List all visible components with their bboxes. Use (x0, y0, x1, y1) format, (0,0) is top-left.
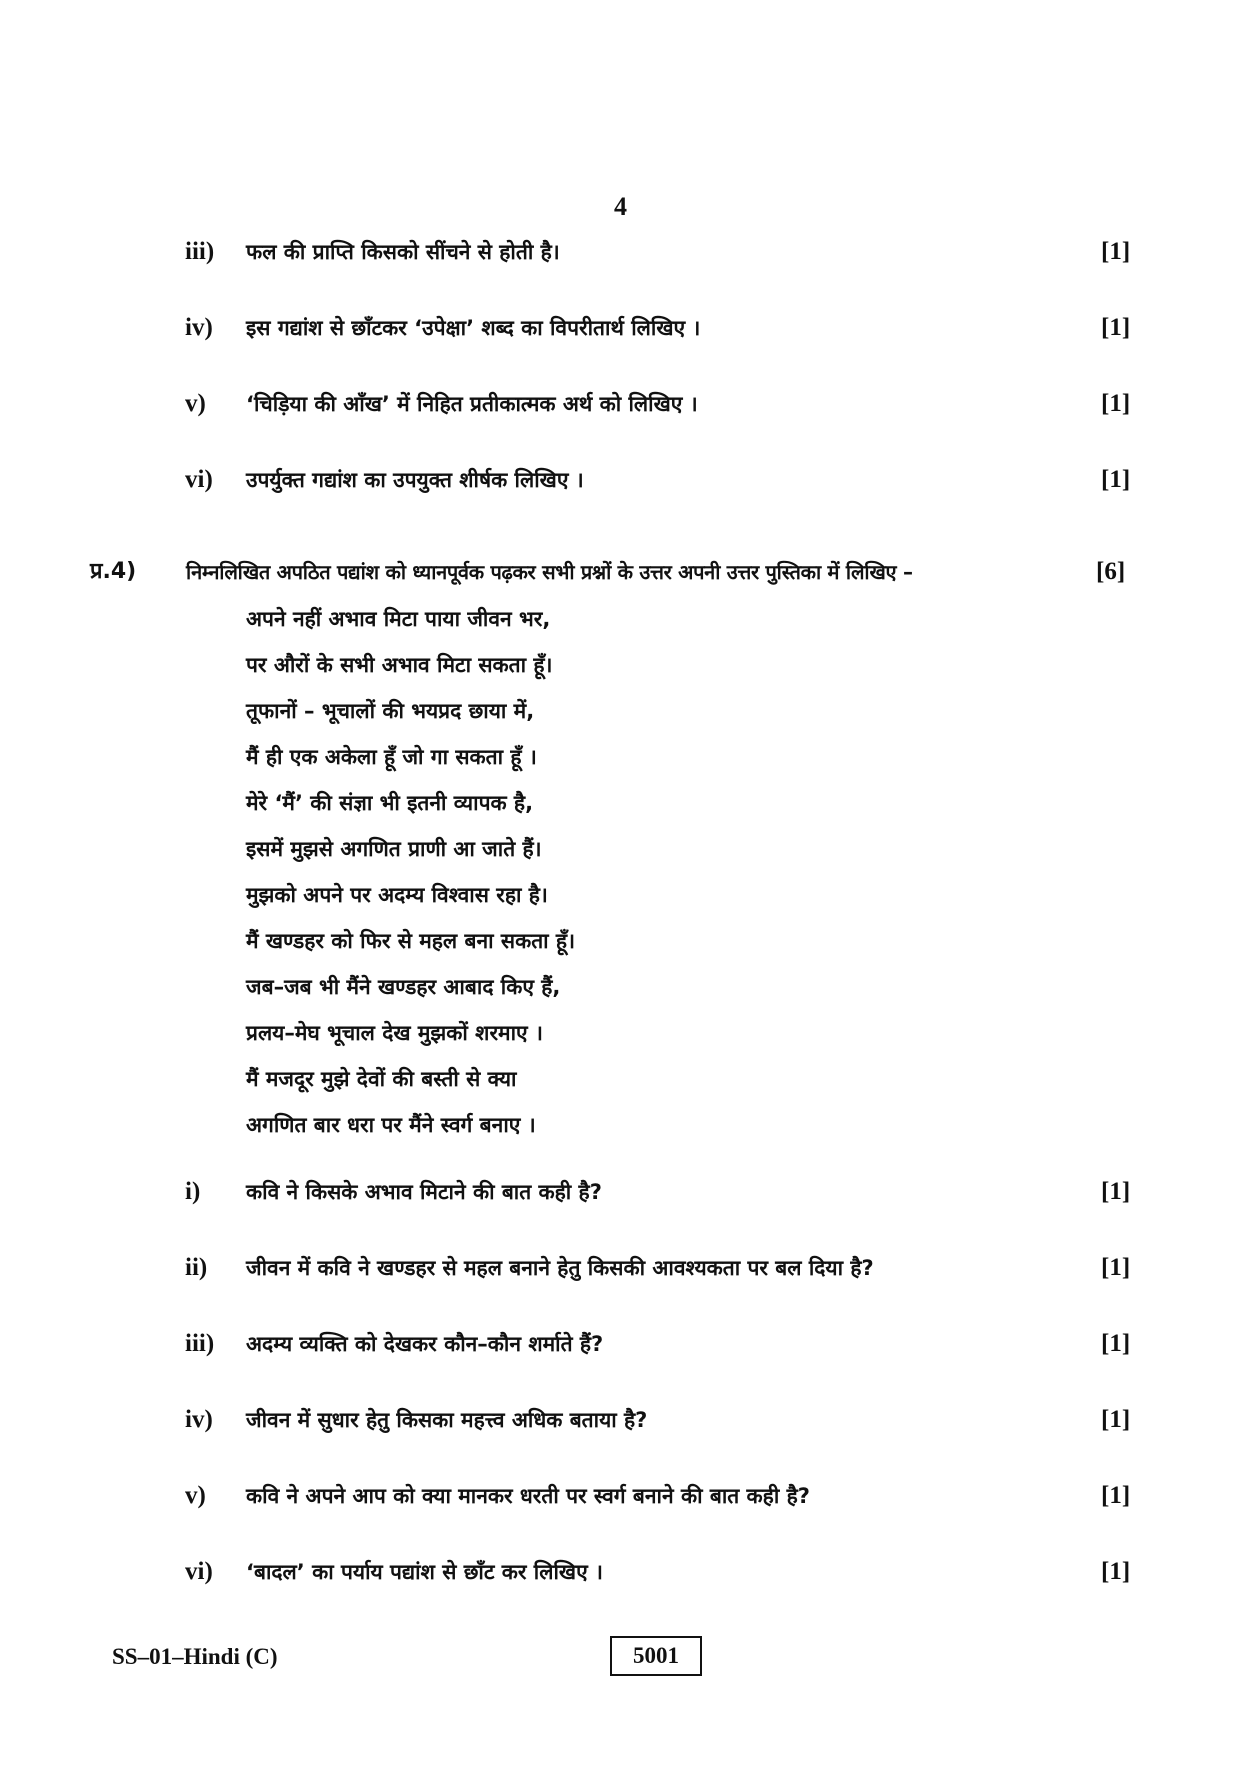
q3-subquestion-iii (0, 232, 1248, 272)
poem-line: मैं मजदूर मुझे देवों की बस्ती से क्या (246, 1067, 517, 1091)
subquestion-text: फल की प्राप्ति किसको सींचने से होती है। (246, 240, 560, 264)
q3-subquestion-v (0, 384, 1248, 424)
subquestion-marks: [1] (1101, 1482, 1131, 1509)
question-instruction: निम्नलिखित अपठित पद्यांश को ध्यानपूर्वक पढ़कर सभी प्रश्नों के उत्तर अपनी उत्तर पुस्तिका में लिखिए – (186, 560, 913, 584)
subquestion-text: ‘बादल’ का पर्याय पद्यांश से छाँट कर लिखिए । (246, 1560, 603, 1584)
poem-line: इसमें मुझसे अगणित प्राणी आ जाते हैं। (246, 837, 542, 861)
poem-line: जब–जब भी मैंने खण्डहर आबाद किए हैं, (246, 975, 561, 999)
subquestion-number: iii) (185, 238, 215, 265)
poem-line: प्रलय–मेघ भूचाल देख मुझकों शरमाए । (246, 1021, 543, 1045)
subquestion-number: v) (185, 390, 206, 417)
subquestion-number: iv) (185, 1406, 213, 1433)
subquestion-number: i) (185, 1178, 201, 1205)
page-number: 4 (614, 192, 627, 221)
poem-line: मुझको अपने पर अदम्य विश्वास रहा है। (246, 883, 548, 907)
subquestion-number: v) (185, 1482, 206, 1509)
subquestion-marks: [1] (1101, 1254, 1131, 1281)
poem-line: मेरे ‘मैं’ की संज्ञा भी इतनी व्यापक है, (246, 791, 534, 815)
subquestion-text: जीवन में सुधार हेतु किसका महत्त्व अधिक बताया है? (246, 1408, 648, 1432)
q4-subquestion-v (0, 1476, 1248, 1516)
poem-line: मैं खण्डहर को फिर से महल बना सकता हूँ। (246, 929, 576, 953)
poem-line: अगणित बार धरा पर मैंने स्वर्ग बनाए । (246, 1113, 536, 1137)
q4-subquestion-i (0, 1172, 1248, 1212)
subquestion-marks: [1] (1101, 1406, 1131, 1433)
q4-subquestion-ii (0, 1248, 1248, 1288)
subquestion-text: जीवन में कवि ने खण्डहर से महल बनाने हेतु किसकी आवश्यकता पर बल दिया है? (246, 1256, 874, 1280)
subquestion-marks: [1] (1101, 238, 1131, 265)
subquestion-marks: [1] (1101, 1178, 1131, 1205)
subquestion-number: vi) (185, 1558, 213, 1585)
q3-subquestion-vi (0, 460, 1248, 500)
poem-line: पर औरों के सभी अभाव मिटा सकता हूँ। (246, 653, 553, 677)
subquestion-number: vi) (185, 466, 213, 493)
subquestion-marks: [1] (1101, 1330, 1131, 1357)
subquestion-marks: [1] (1101, 390, 1131, 417)
subquestion-marks: [1] (1101, 1558, 1131, 1585)
subquestion-marks: [1] (1101, 466, 1131, 493)
poem-passage (246, 596, 575, 1148)
subquestion-number: iv) (185, 314, 213, 341)
subquestion-number: iii) (185, 1330, 215, 1357)
subquestion-text: कवि ने अपने आप को क्या मानकर धरती पर स्वर्ग बनाने की बात कही है? (246, 1484, 810, 1508)
subquestion-text: इस गद्यांश से छाँटकर ‘उपेक्षा’ शब्द का विपरीतार्थ लिखिए । (246, 316, 701, 340)
subquestion-number: ii) (185, 1254, 208, 1281)
subquestion-text: ‘चिड़िया की आँख’ में निहित प्रतीकात्मक अर्थ को लिखिए । (246, 392, 698, 416)
paper-code: SS–01–Hindi (C) (112, 1644, 278, 1669)
q3-subquestion-iv (0, 308, 1248, 348)
subquestion-text: उपर्युक्त गद्यांश का उपयुक्त शीर्षक लिखिए । (246, 468, 584, 492)
poem-line: मैं ही एक अकेला हूँ जो गा सकता हूँ । (246, 745, 537, 769)
q4-subquestion-iii (0, 1324, 1248, 1364)
question-4-header (0, 552, 1248, 592)
q4-subquestion-vi (0, 1552, 1248, 1592)
box-code: 5001 (610, 1636, 702, 1676)
poem-line: अपने नहीं अभाव मिटा पाया जीवन भर, (246, 607, 551, 631)
subquestion-marks: [1] (1101, 314, 1131, 341)
q4-subquestion-iv (0, 1400, 1248, 1440)
question-number: प्र.4) (90, 559, 137, 584)
question-marks: [6] (1096, 558, 1126, 585)
subquestion-text: कवि ने किसके अभाव मिटाने की बात कही है? (246, 1180, 602, 1204)
poem-line: तूफानों – भूचालों की भयप्रद छाया में, (246, 699, 535, 723)
subquestion-text: अदम्य व्यक्ति को देखकर कौन–कौन शर्माते हैं? (246, 1332, 604, 1356)
